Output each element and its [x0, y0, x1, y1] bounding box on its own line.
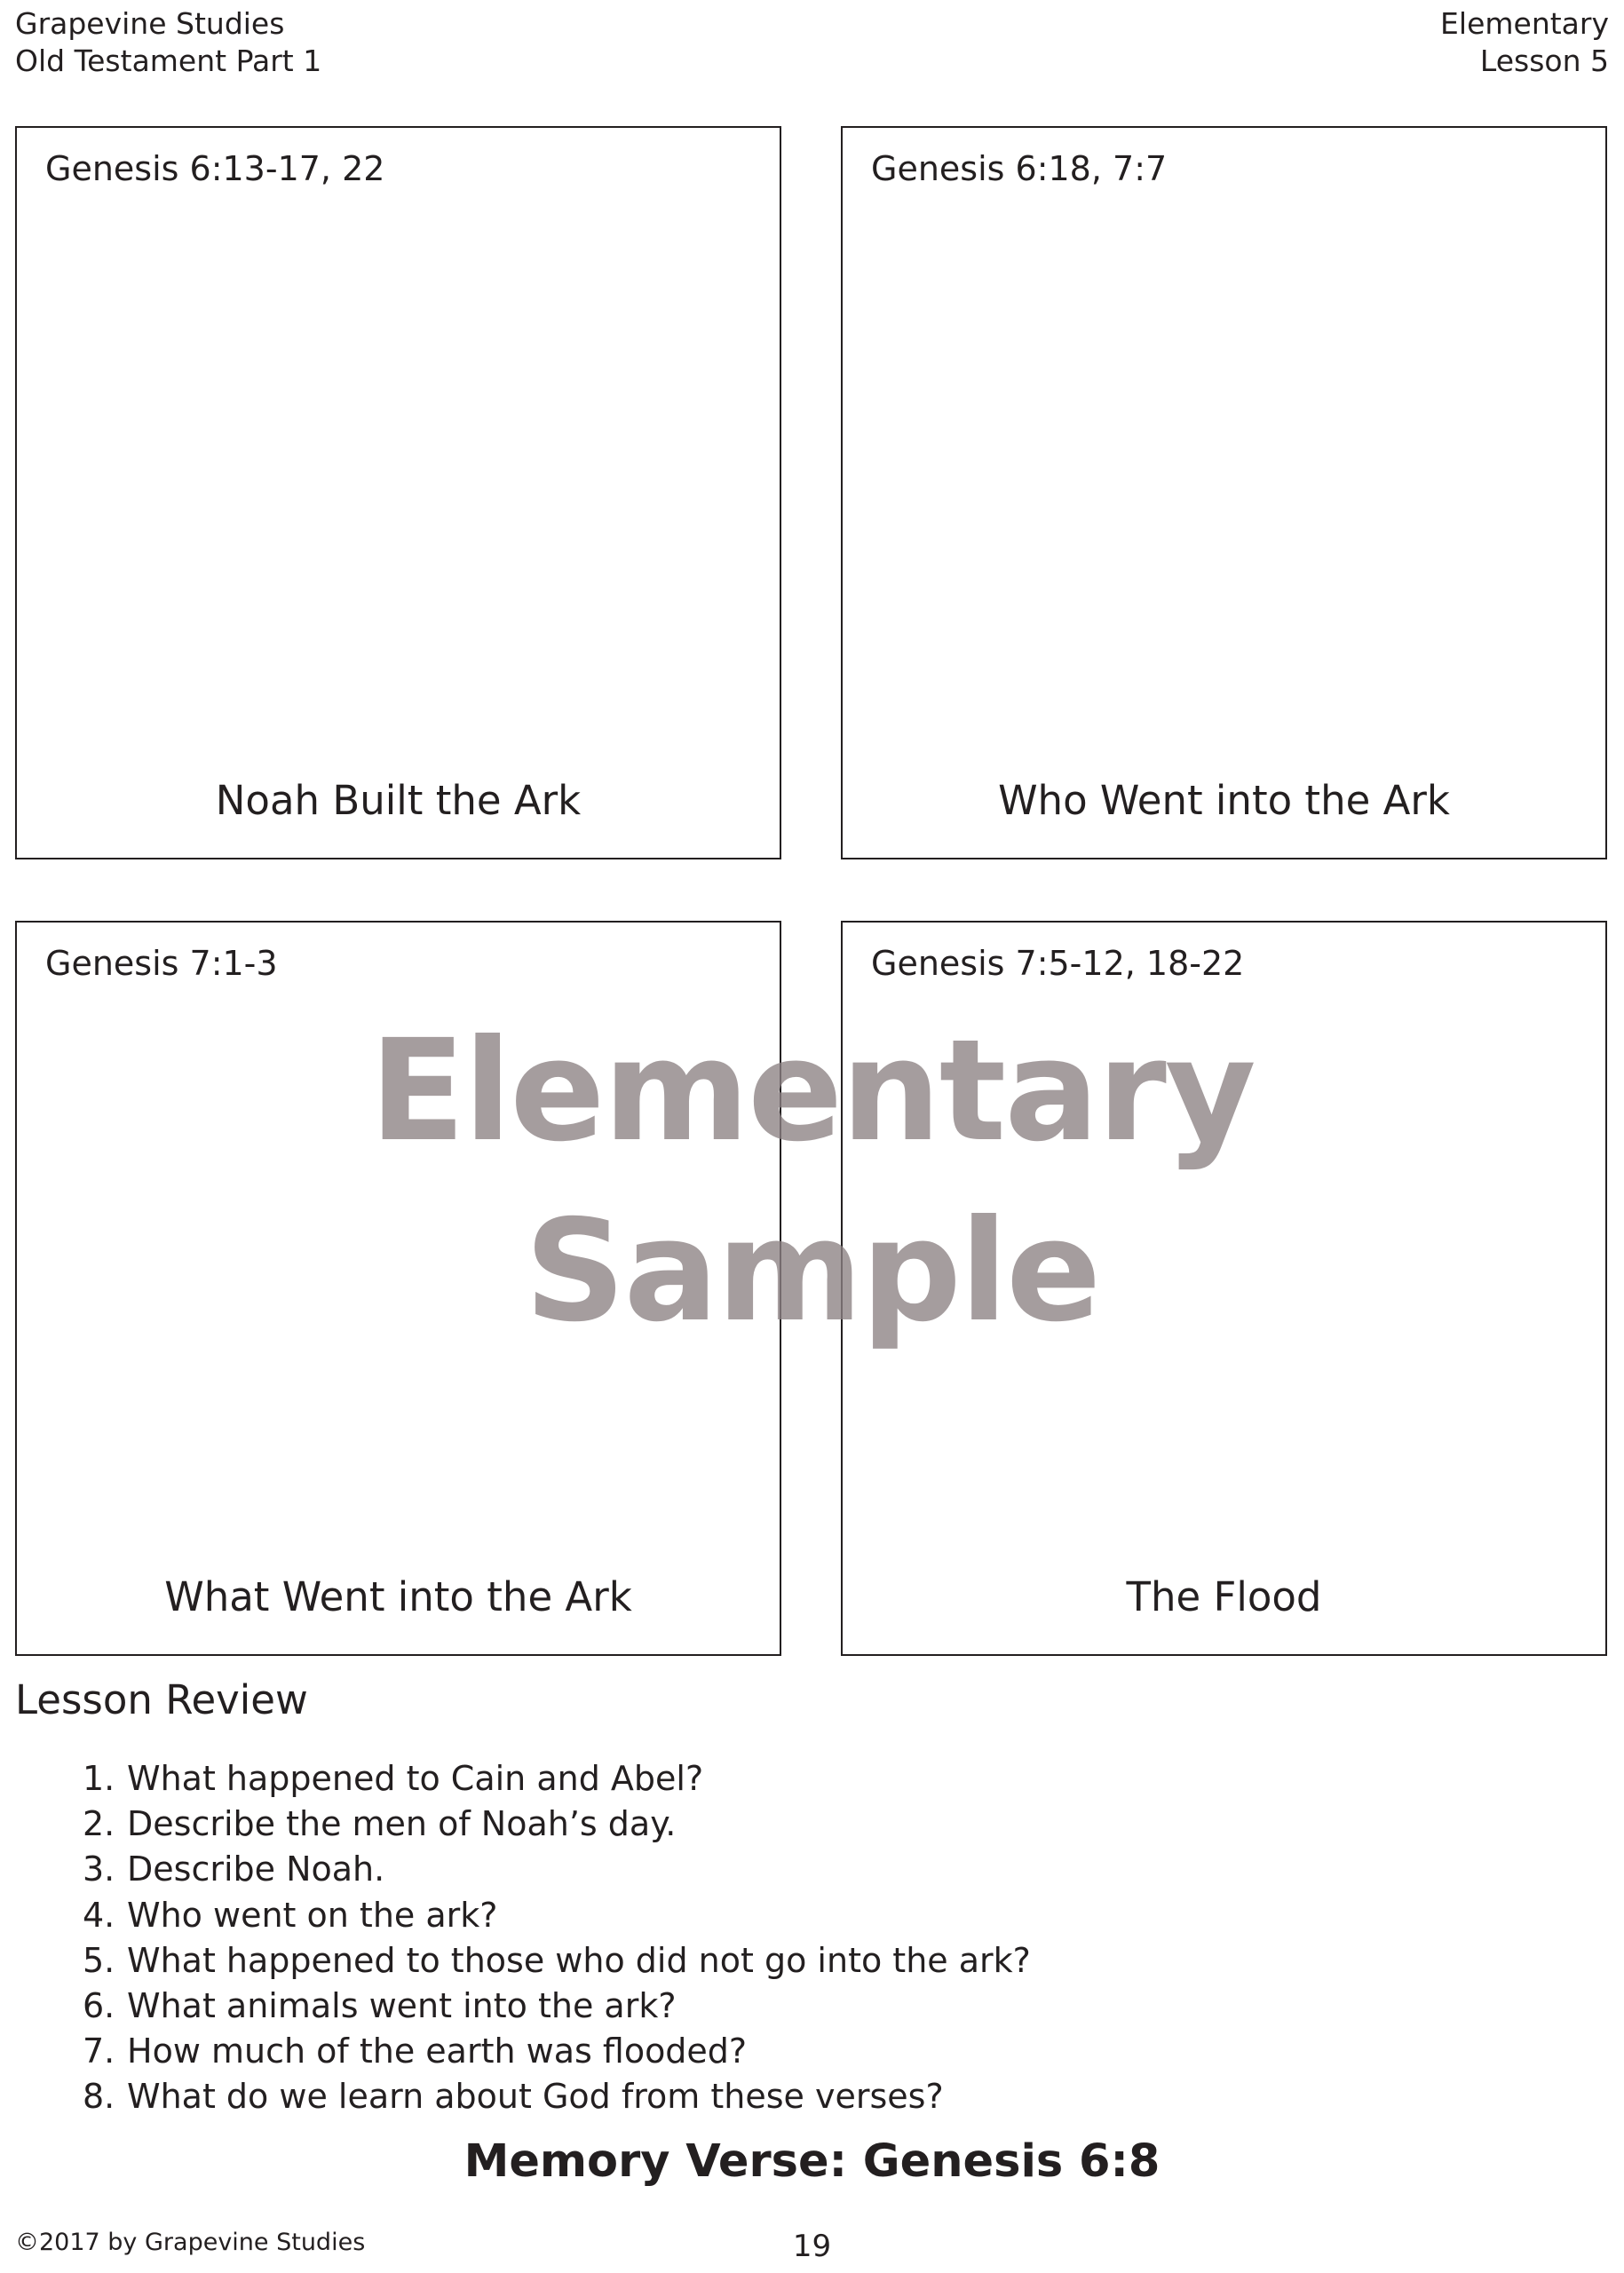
question-number: 3. — [83, 1849, 115, 1889]
copyright-notice: ©2017 by Grapevine Studies — [15, 2229, 366, 2256]
panel-reference: Genesis 7:1-3 — [45, 944, 278, 983]
question-number: 6. — [83, 1985, 115, 2025]
question-text: What happened to Cain and Abel? — [127, 1759, 704, 1798]
header-right — [1440, 5, 1609, 80]
question-text: What do we learn about God from these verses? — [127, 2077, 944, 2117]
question-number: 1. — [83, 1759, 115, 1798]
panel-caption: Noah Built the Ark — [215, 777, 582, 824]
level-label: Elementary — [1440, 6, 1609, 41]
question-text: Describe the men of Noah’s day. — [127, 1804, 677, 1844]
question-text: Describe Noah. — [127, 1849, 385, 1889]
question-number: 2. — [83, 1804, 115, 1844]
drawing-panel-1 — [15, 126, 781, 859]
review-question-list — [83, 1756, 1031, 2120]
panel-caption: The Flood — [1126, 1573, 1322, 1620]
memory-verse: Memory Verse: Genesis 6:8 — [463, 2135, 1161, 2188]
question-text: Who went on the ark? — [127, 1895, 498, 1935]
header-left — [15, 5, 321, 80]
lesson-label: Lesson 5 — [1479, 44, 1609, 78]
question-text: What happened to those who did not go into the ark? — [127, 1940, 1031, 1980]
review-question — [83, 1756, 1031, 1802]
question-number: 7. — [83, 2031, 115, 2071]
review-question — [83, 1938, 1031, 1984]
drawing-panel-2 — [841, 126, 1607, 859]
panel-caption: Who Went into the Ark — [998, 777, 1450, 824]
review-question — [83, 1847, 1031, 1892]
review-question — [83, 1984, 1031, 2029]
publisher-name: Grapevine Studies — [15, 6, 285, 41]
watermark-line-2: Sample — [524, 1190, 1100, 1353]
panel-reference: Genesis 6:13-17, 22 — [45, 149, 385, 188]
review-question — [83, 2074, 1031, 2119]
course-title: Old Testament Part 1 — [15, 44, 322, 78]
panel-caption: What Went into the Ark — [164, 1573, 632, 1620]
review-question — [83, 1893, 1031, 1938]
panel-reference: Genesis 7:5-12, 18-22 — [871, 944, 1245, 983]
question-text: What animals went into the ark? — [127, 1985, 677, 2025]
page-number: 19 — [792, 2229, 832, 2264]
watermark-line-1: Elementary — [369, 1010, 1255, 1173]
review-question — [83, 2029, 1031, 2074]
question-number: 5. — [83, 1940, 115, 1980]
question-text: How much of the earth was flooded? — [127, 2031, 748, 2071]
question-number: 4. — [83, 1895, 115, 1935]
question-number: 8. — [83, 2077, 115, 2117]
panel-reference: Genesis 6:18, 7:7 — [871, 149, 1168, 188]
lesson-review-title: Lesson Review — [15, 1676, 308, 1723]
review-question — [83, 1802, 1031, 1847]
